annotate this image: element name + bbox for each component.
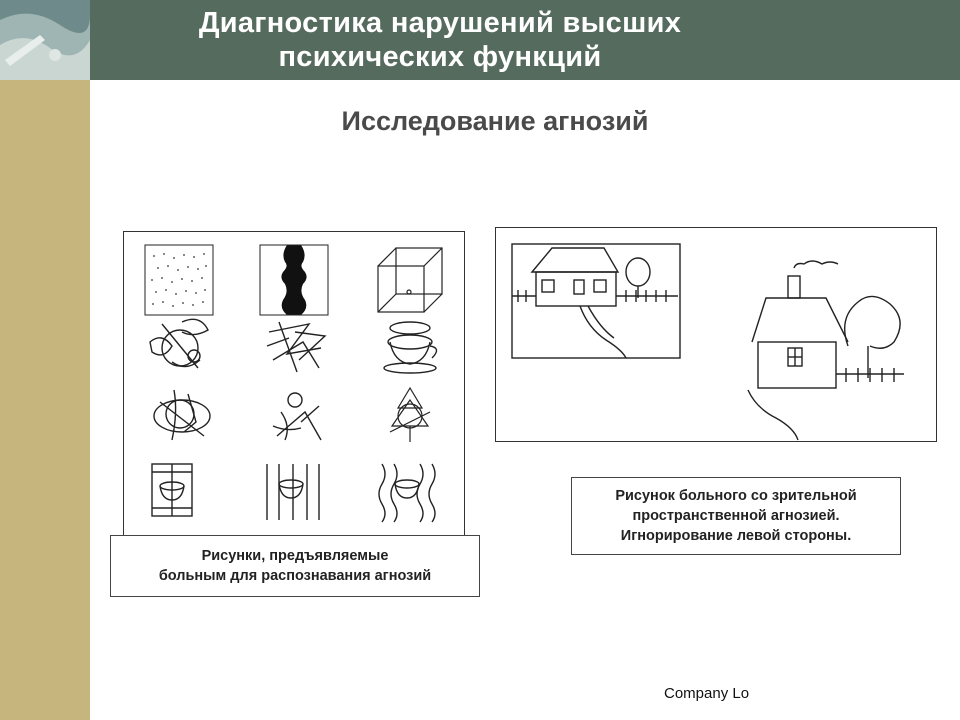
left-caption-line-2: больным для распознавания агнозий xyxy=(158,568,432,584)
model-house-drawing xyxy=(512,244,680,358)
cup-behind-waves-image xyxy=(376,460,440,529)
overlapping-figures-image-1 xyxy=(142,312,218,383)
overlapping-figures-image-2 xyxy=(144,382,220,453)
patient-drawing-panel xyxy=(495,227,937,442)
side-strip xyxy=(0,80,90,720)
section-subtitle: Исследование агнозий xyxy=(341,106,649,136)
title-line-1: Диагностика нарушений высших xyxy=(198,7,682,39)
cup-behind-bars-image-1 xyxy=(146,460,206,525)
vase-faces-image xyxy=(259,244,329,321)
header-photo xyxy=(0,0,90,80)
agnosia-test-images-panel xyxy=(123,231,465,538)
left-caption-line-1: Рисунки, предъявляемые xyxy=(201,548,389,564)
overlapping-tree-image xyxy=(376,382,452,453)
company-logo-text: Company Lo xyxy=(664,685,750,702)
dotted-texture-image xyxy=(144,244,214,321)
patient-house-drawing xyxy=(748,261,904,440)
overlapping-lines-image xyxy=(259,312,335,383)
header-bar xyxy=(0,0,960,80)
right-caption xyxy=(571,477,901,555)
left-caption xyxy=(110,535,480,597)
overlapping-tools-image xyxy=(261,382,337,453)
cube-image xyxy=(374,244,446,321)
title-line-2: психических функций xyxy=(278,41,602,73)
page-title xyxy=(90,0,790,80)
cup-behind-bars-image-2 xyxy=(261,460,325,529)
right-caption-line-2: пространственной агнозией. xyxy=(632,508,840,524)
overlapping-cup-image-1 xyxy=(376,312,452,383)
right-caption-line-1: Рисунок больного со зрительной xyxy=(615,488,857,504)
right-caption-line-3: Игнорирование левой стороны. xyxy=(620,528,852,544)
